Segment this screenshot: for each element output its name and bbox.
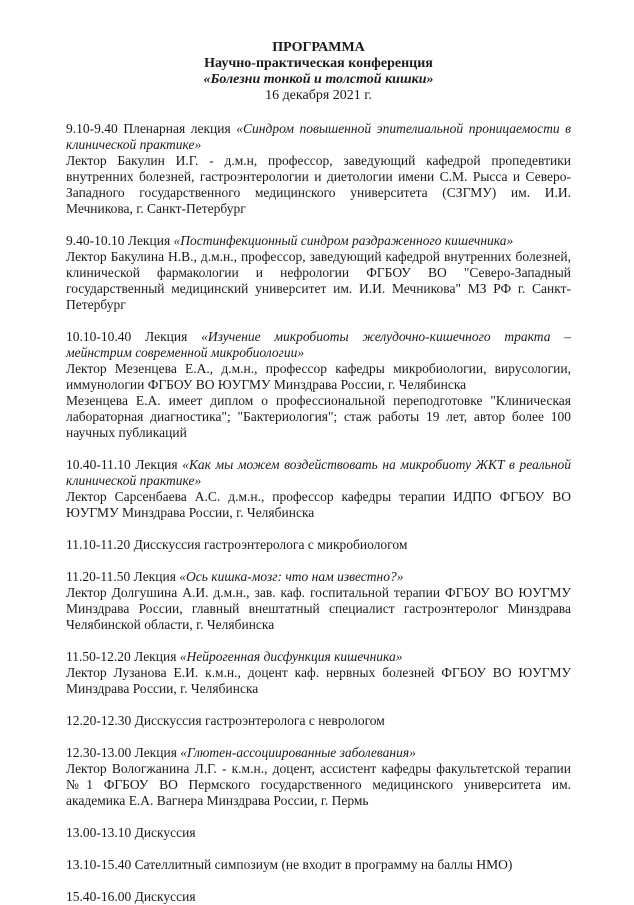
item-kind: Лекция bbox=[134, 649, 177, 664]
item-detail: Лектор Вологжанина Л.Г. - к.м.н., доцент, ассистент кафедры факультетской терапии №1 ФГБОУ ВО Пермского государственного медицинского университета им. академика Е.А. Вагнера Минздрава России, г. Пермь bbox=[66, 761, 571, 808]
item-kind: Лекция bbox=[135, 457, 178, 472]
item-time: 10.10-10.40 bbox=[66, 329, 132, 344]
item-detail: Лектор Лузанова Е.И. к.м.н., доцент каф. нервных болезней ФГБОУ ВО ЮУГМУ Минздрава России, г. Челябинска bbox=[66, 665, 571, 696]
program-item-heading bbox=[66, 569, 571, 585]
item-time: 9.10-9.40 bbox=[66, 121, 118, 136]
item-time: 11.50-12.20 bbox=[66, 649, 131, 664]
item-time: 12.20-12.30 bbox=[66, 713, 132, 728]
program-item bbox=[66, 649, 571, 697]
program-item bbox=[66, 745, 571, 809]
item-kind: Лекция bbox=[127, 233, 171, 248]
item-detail: Лектор Бакулин И.Г. - д.м.н, профессор, заведующий кафедрой пропедевтики внутренних болезней, гастроэнтерологии и диетологии имени С.М. Рысса и Северо-Западного государственного медицинского университета (СЗГМУ) им. И.И. Мечникова, г. Санкт-Петербург bbox=[66, 153, 571, 216]
program-item bbox=[66, 569, 571, 633]
program-item bbox=[66, 121, 571, 217]
item-kind: Лекция bbox=[134, 745, 177, 760]
program-item bbox=[66, 713, 571, 729]
item-time: 10.40-11.10 bbox=[66, 457, 131, 472]
item-detail: Мезенцева Е.А. имеет диплом о профессиональной переподготовке "Клиническая лабораторная диагностика"; "Бактериология"; стаж работы 19 лет, автор более 100 научных публикаций bbox=[66, 393, 571, 440]
item-detail: Лектор Сарсенбаева А.С. д.м.н., профессор кафедры терапии ИДПО ФГБОУ ВО ЮУГМУ Минздрава России, г. Челябинска bbox=[66, 489, 571, 520]
program-item-heading bbox=[66, 233, 571, 249]
item-kind: Пленарная лекция bbox=[123, 121, 231, 136]
program-item bbox=[66, 233, 571, 313]
item-kind: Дискуссия bbox=[134, 889, 196, 904]
program-item-heading bbox=[66, 457, 571, 489]
program-item-heading bbox=[66, 857, 571, 873]
item-time: 13.10-15.40 bbox=[66, 857, 132, 872]
item-kind: Дисскуссия гастроэнтеролога с микробиологом bbox=[133, 537, 408, 552]
program-item bbox=[66, 825, 571, 841]
item-detail: Лектор Бакулина Н.В., д.м.н., профессор, заведующий кафедрой внутренних болезней, клинической фармакологии и нефрологии ФГБОУ ВО "Северо-Западный государственный медицинский университет им. И.И. Мечникова" МЗ РФ г. Санкт-Петербург bbox=[66, 249, 571, 312]
document-header bbox=[66, 40, 571, 104]
item-title: «Ось кишка-мозг: что нам известно?» bbox=[179, 569, 404, 584]
item-title: «Глютен-ассоциированные заболевания» bbox=[180, 745, 416, 760]
item-time: 11.10-11.20 bbox=[66, 537, 131, 552]
item-time: 9.40-10.10 bbox=[66, 233, 125, 248]
item-time: 11.20-11.50 bbox=[66, 569, 131, 584]
program-title: ПРОГРАММА bbox=[272, 40, 365, 55]
item-kind: Сателлитный симпозиум (не входит в программу на баллы НМО) bbox=[134, 857, 513, 872]
program-item bbox=[66, 457, 571, 521]
item-title: «Синдром повышенной эпителиальной проницаемости в клинической практике» bbox=[66, 121, 572, 152]
item-kind: Лекция bbox=[133, 569, 176, 584]
item-kind: Лекция bbox=[145, 329, 188, 344]
item-title: «Постинфекционный синдром раздраженного кишечника» bbox=[173, 233, 514, 248]
item-kind: Дисскуссия гастроэнтеролога с неврологом bbox=[134, 713, 385, 728]
program-item bbox=[66, 857, 571, 873]
item-detail: Лектор Мезенцева Е.А., д.м.н., профессор кафедры микробиологии, вирусологии, иммунологии ФГБОУ ВО ЮУГМУ Минздрава России, г. Челябинска bbox=[66, 361, 571, 392]
conference-date: 16 декабря 2021 г. bbox=[265, 88, 372, 103]
item-time: 13.00-13.10 bbox=[66, 825, 132, 840]
item-title: «Как мы можем воздействовать на микробиоту ЖКТ в реальной клинической практике» bbox=[66, 457, 572, 488]
program-list bbox=[66, 121, 571, 905]
program-item-heading bbox=[66, 537, 571, 553]
item-title: «Изучение микробиоты желудочно-кишечного тракта – мейнстрим современной микробиологии» bbox=[66, 329, 572, 360]
conference-type: Научно-практическая конференция bbox=[204, 56, 433, 71]
program-item-heading bbox=[66, 745, 571, 761]
item-title: «Нейрогенная дисфункция кишечника» bbox=[179, 649, 403, 664]
item-time: 15.40-16.00 bbox=[66, 889, 132, 904]
program-item-heading bbox=[66, 649, 571, 665]
program-item-heading bbox=[66, 825, 571, 841]
program-item bbox=[66, 889, 571, 905]
program-item-heading bbox=[66, 713, 571, 729]
program-item bbox=[66, 329, 571, 441]
program-item-heading bbox=[66, 889, 571, 905]
program-item bbox=[66, 537, 571, 553]
program-item-heading bbox=[66, 121, 571, 153]
item-time: 12.30-13.00 bbox=[66, 745, 132, 760]
conference-name: «Болезни тонкой и толстой кишки» bbox=[203, 72, 434, 87]
item-detail: Лектор Долгушина А.И. д.м.н., зав. каф. госпитальной терапии ФГБОУ ВО ЮУГМУ Минздрава России, главный внештатный специалист гастроэнтеролог Минздрава Челябинской области, г. Челябинска bbox=[66, 585, 571, 632]
item-kind: Дискуссия bbox=[134, 825, 196, 840]
program-item-heading bbox=[66, 329, 571, 361]
